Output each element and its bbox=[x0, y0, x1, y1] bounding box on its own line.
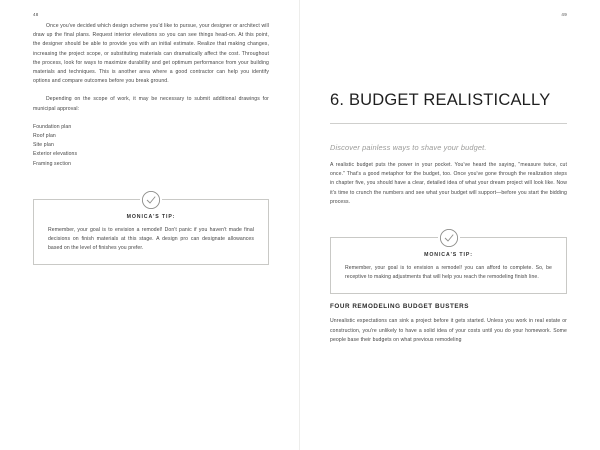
right-section-paragraph: Unrealistic expectations can sink a project before it gets started. Unless you work in real estate or construction, you're unlikely to have a solid idea of your costs until you do your homework. Some people base their budgets on what previous remodeling bbox=[330, 318, 567, 343]
section-head-gap bbox=[330, 310, 567, 317]
list-item: Exterior elevations bbox=[33, 151, 78, 158]
left-tip-body: Remember, your goal is to envision a remodel! Don't panic if you haven't made final decisions on finish materials at this stage. A design pro can designate allowances based on the level of finishes you prefer. bbox=[48, 226, 254, 252]
chapter-deck: Discover painless ways to shave your budget. bbox=[330, 143, 487, 152]
list-gap bbox=[33, 114, 269, 123]
right-tip-title: MONICA'S TIP: bbox=[424, 252, 473, 259]
chapter-rule bbox=[330, 123, 567, 124]
approval-drawings-list bbox=[33, 123, 269, 169]
list-item: Roof plan bbox=[33, 133, 56, 140]
section-gap bbox=[330, 294, 567, 303]
left-page-folio: 48 bbox=[33, 12, 39, 17]
right-page bbox=[300, 0, 600, 450]
right-tip-box bbox=[330, 237, 567, 294]
paragraph-gap bbox=[33, 86, 269, 95]
right-tip-body: Remember, your goal is to envision a remodel! you can afford to complete. So, be receptive to making adjustments that will help you reach the remodeling finish line. bbox=[345, 265, 552, 281]
left-tip-box bbox=[33, 199, 269, 266]
list-item: Site plan bbox=[33, 142, 54, 149]
chapter-title: 6. BUDGET REALISTICALLY bbox=[330, 91, 551, 109]
check-circle-icon bbox=[140, 189, 162, 211]
list-item: Framing section bbox=[33, 160, 72, 167]
chapter-top-spacer bbox=[330, 22, 567, 90]
left-paragraph-1: Once you've decided which design scheme you'd like to pursue, your designer or architect will draw up the final plans. Request interior elevations so you can see things head-on. At this point, the designer should be able to provide you with an initial estimate. Realize that making changes, increasing the project scope, or substituting materials can dramatically affect the cost. Throughout the process, look for ways to maximize durability and get optimum performance from your building materials and techniques. This is another area where a good contractor can help you identify options and compare outcomes before you break ground. bbox=[33, 23, 269, 85]
left-tip-title: MONICA'S TIP: bbox=[126, 213, 176, 220]
right-page-folio: 49 bbox=[561, 12, 567, 17]
list-item: Foundation plan bbox=[33, 123, 72, 130]
section-heading: FOUR REMODELING BUDGET BUSTERS bbox=[330, 303, 469, 311]
left-paragraph-2: Depending on the scope of work, it may be necessary to submit additional drawings for municipal approval: bbox=[33, 96, 269, 112]
deck-gap bbox=[330, 154, 567, 161]
right-paragraph-1: A realistic budget puts the power in your pocket. You've heard the saying, "measure twice, cut once." That's a good metaphor for the budget, too. Once you've gone through the realization steps in chapter five, you should have a clear, detailed idea of what your dream project will look like. Now it's time to crunch the numbers and see what your budget will support—before you start the bidding process. bbox=[330, 162, 567, 205]
check-circle-icon bbox=[438, 227, 460, 249]
